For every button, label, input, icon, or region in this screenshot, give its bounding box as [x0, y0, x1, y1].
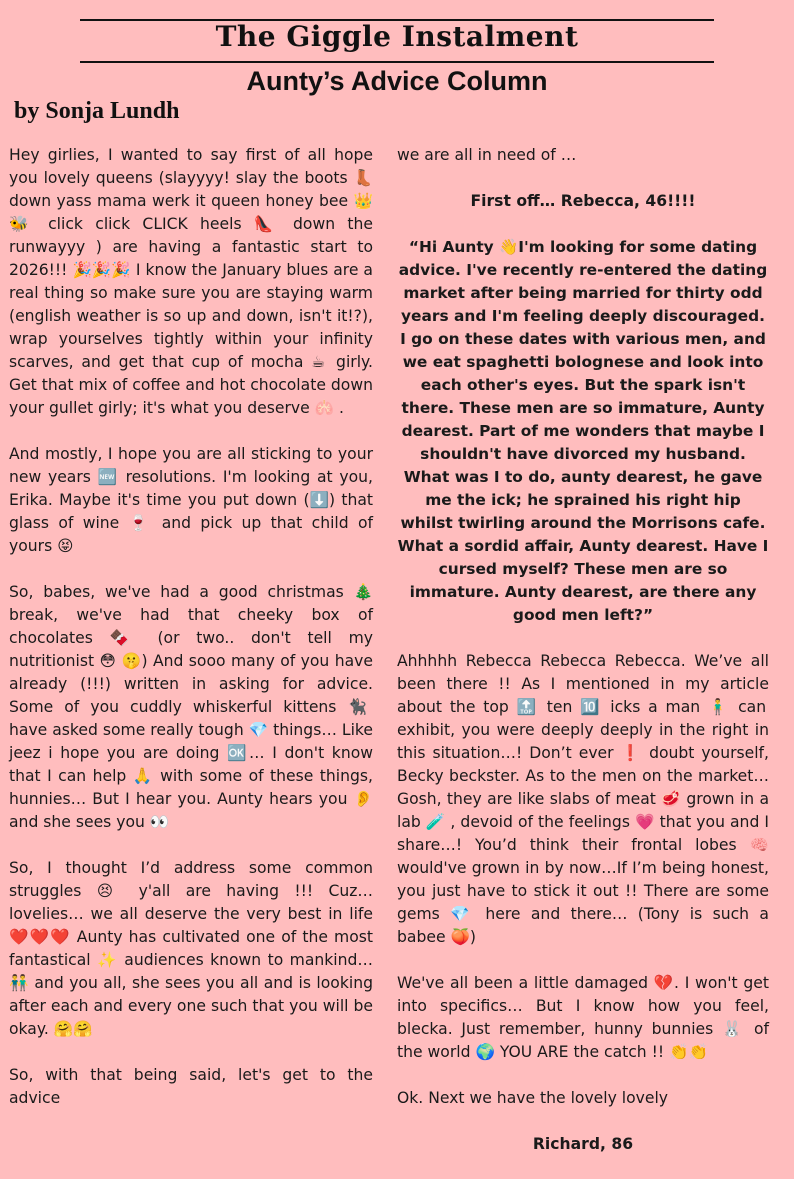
- paragraph: Hey girlies, I wanted to say first of all hope you lovely queens (slayyyy! slay the boots 👢 down yass mama werk it queen honey bee 👑 🐝 click click CLICK heels 👠 down the runwayyy ) are having a fantastic start to 2026!!! 🎉🎉🎉 I know the January blues are a real thing so make sure you are staying warm (english weather is so up and down, isn't it!?), wrap yourselves tightly within your infinity scarves, and get that cup of mocha ☕ girly. Get that mix of coffee and hot chocolate down your gullet girly; it's what you deserve 🫁 .: [9, 146, 373, 417]
- paragraph: Ok. Next we have the lovely lovely: [397, 1089, 669, 1107]
- paragraph: Ahhhhh Rebecca Rebecca Rebecca. We’ve all been there !! As I mentioned in my article about the top 🔝 ten 🔟 icks a man 🧍‍♂️ can exhibit, you were deeply deeply in the right in this situation…! Don’t ever ❗ doubt yourself, Becky beckster. As to the men on the market… Gosh, they are like slabs of meat 🥩 grown in a lab 🧪 , devoid of the feelings 💗 that you and I share…! You’d think their frontal lobes 🧠 would've grown in by now…If I’m being honest, you just have to stick it out !! There are some gems 💎 here and there… (Tony is such a babee 🍑): [397, 652, 769, 946]
- left-column: [9, 144, 373, 1133]
- paragraph: So, with that being said, let's get to the advice: [9, 1066, 373, 1107]
- masthead-bottom-rule: [80, 61, 714, 63]
- column-title: Aunty’s Advice Column: [246, 66, 548, 96]
- paragraph: And mostly, I hope you are all sticking to your new years 🆕 resolutions. I'm looking at you, Erika. Maybe it's time you put down (⬇️) that glass of wine 🍷 and pick up that child of yours 😝: [9, 445, 373, 555]
- reader-letter: “Hi Aunty 👋I'm looking for some dating advice. I've recently re-entered the dating market after being married for thirty odd years and I'm feeling deeply discouraged. I go on these dates with various men, and we eat spaghetti bolognese and look into each other's eyes. But the spark isn't there. These men are so immature, Aunty dearest. Part of me wonders that maybe I shouldn't have divorced my husband. What was I to do, aunty dearest, he gave me the ick; he sprained his right hip whilst twirling around the Morrisons cafe. What a sordid affair, Aunty dearest. Have I cursed myself? These men are so immature. Aunty dearest, are there any good men left?”: [397, 238, 769, 624]
- paragraph: we are all in need of …: [397, 146, 577, 164]
- right-column: [397, 144, 769, 1179]
- letter-heading: First off… Rebecca, 46!!!!: [470, 192, 696, 210]
- paragraph: So, I thought I’d address some common struggles 😣 y'all are having !!! Cuz… lovelies… we all deserve the very best in life ❤️❤️❤️ Aunty has cultivated one of the most fantastical ✨ audiences known to mankind… 👬 and you all, she sees you all and is looking after each and every one such that you will be okay. 🤗🤗: [9, 859, 373, 1038]
- masthead: The Giggle Instalment: [215, 20, 579, 53]
- paragraph: We've all been a little damaged 💔. I won't get into specifics… But I know how you feel, blecka. Just remember, hunny bunnies 🐰 of the world 🌍 YOU ARE the catch !! 👏👏: [397, 974, 769, 1061]
- letter-heading: Richard, 86: [532, 1135, 634, 1153]
- byline: by Sonja Lundh: [14, 98, 180, 124]
- paragraph: So, babes, we've had a good christmas 🎄 break, we've had that cheeky box of chocolates 🍫 (or two.. don't tell my nutritionist 😳 🤫) And sooo many of you have already (!!!) written in asking for advice. Some of you cuddly whiskerful kittens 🐈‍⬛ have asked some really tough 💎 things… Like jeez i hope you are doing 🆗… I don't know that I can help 🙏 with some of these things, hunnies… But I hear you. Aunty hears you 👂 and she sees you 👀: [9, 583, 373, 831]
